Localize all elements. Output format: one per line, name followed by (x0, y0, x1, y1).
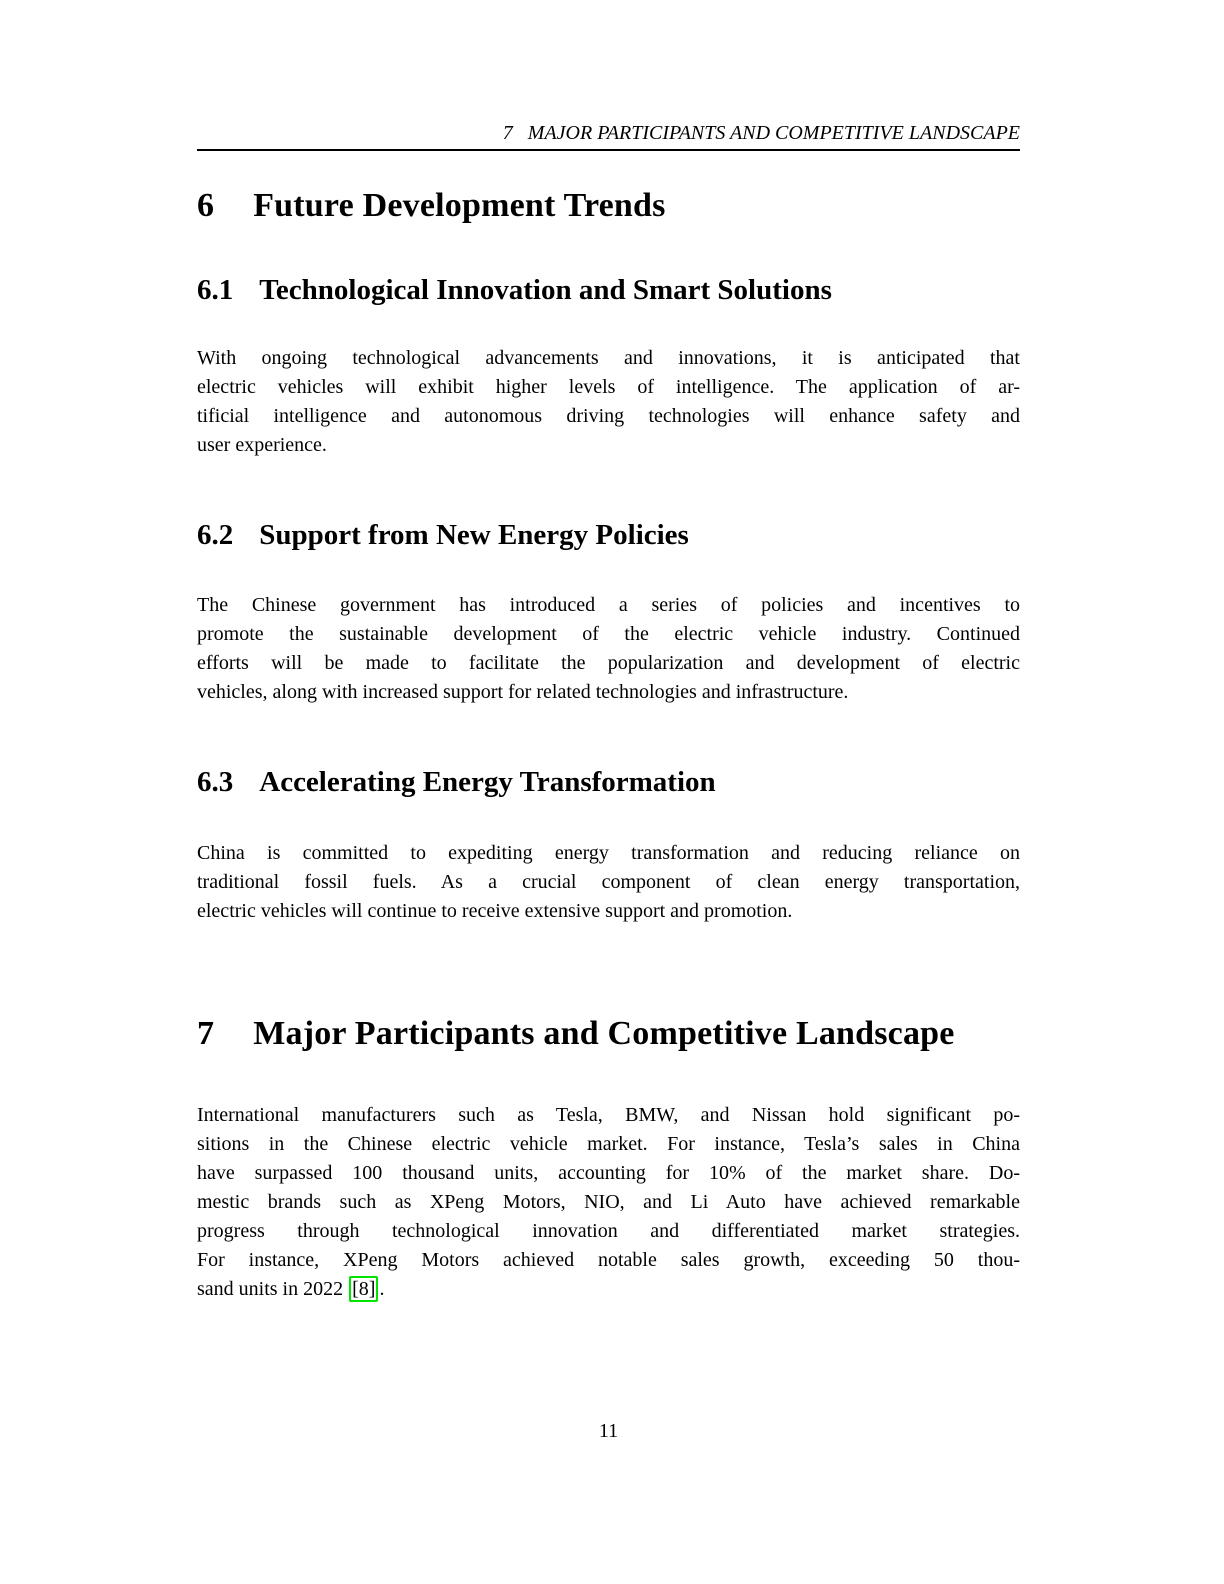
section-7-heading (197, 1014, 1020, 1054)
text-line: China is committed to expediting energy transformation and reducing reliance on (197, 842, 1020, 864)
text-line: have surpassed 100 thousand units, accounting for 10% of the market share. Do- (197, 1162, 1020, 1184)
subsection-6-1-number: 6.1 (197, 274, 234, 306)
subsection-6-3-number: 6.3 (197, 766, 234, 798)
subsection-6-1-title: Technological Innovation and Smart Solutions (259, 274, 832, 306)
subsection-6-2-title: Support from New Energy Policies (259, 519, 689, 551)
text-line: user experience. (197, 434, 327, 456)
section-6-number: 6 (197, 187, 215, 224)
text-line: vehicles, along with increased support for related technologies and infrastructure. (197, 681, 849, 703)
page-content (197, 0, 1020, 1584)
text-line: electric vehicles will continue to receive extensive support and promotion. (197, 900, 793, 922)
paragraph-6-3 (197, 839, 1020, 926)
section-7-number: 7 (197, 1015, 215, 1052)
paragraph-7-lines (197, 1101, 1020, 1275)
text-line: traditional fossil fuels. As a crucial component of clean energy transportation, (197, 871, 1020, 893)
paragraph-6-1 (197, 344, 1020, 460)
text-line: International manufacturers such as Tesla, BMW, and Nissan hold significant po- (197, 1104, 1020, 1126)
page-number: 11 (598, 1420, 619, 1442)
text-line: For instance, XPeng Motors achieved notable sales growth, exceeding 50 thou- (197, 1249, 1020, 1271)
running-header-section-number: 7 (502, 122, 513, 144)
last-line-suffix: . (379, 1278, 385, 1300)
citation-8-link[interactable]: [8] (349, 1276, 378, 1302)
section-6-title: Future Development Trends (253, 187, 666, 224)
running-header (197, 121, 1020, 151)
text-line: tificial intelligence and autonomous driving technologies will enhance safety and (197, 405, 1020, 427)
subsection-6-2-heading (197, 518, 1020, 553)
text-line: promote the sustainable development of the electric vehicle industry. Continued (197, 623, 1020, 645)
text-line: efforts will be made to facilitate the popularization and development of electric (197, 652, 1020, 674)
paragraph-7 (197, 1101, 1020, 1304)
paragraph-6-2 (197, 591, 1020, 707)
subsection-6-3-title: Accelerating Energy Transformation (259, 766, 716, 798)
section-6-heading (197, 186, 1020, 226)
last-line-prefix: sand units in 2022 (197, 1278, 349, 1300)
text-line: electric vehicles will exhibit higher levels of intelligence. The application of ar- (197, 376, 1020, 398)
text-line: mestic brands such as XPeng Motors, NIO, and Li Auto have achieved remarkable (197, 1191, 1020, 1213)
text-line: progress through technological innovation and differentiated market strategies. (197, 1220, 1020, 1242)
subsection-6-3-heading (197, 765, 1020, 800)
section-7-title: Major Participants and Competitive Landscape (253, 1015, 955, 1052)
text-line: With ongoing technological advancements and innovations, it is anticipated that (197, 347, 1020, 369)
text-line: sitions in the Chinese electric vehicle market. For instance, Tesla’s sales in China (197, 1133, 1020, 1155)
subsection-6-2-number: 6.2 (197, 519, 234, 551)
paragraph-7-last-line (197, 1275, 1020, 1304)
running-header-title: MAJOR PARTICIPANTS AND COMPETITIVE LANDSCAPE (527, 122, 1020, 144)
text-line: The Chinese government has introduced a series of policies and incentives to (197, 594, 1020, 616)
subsection-6-1-heading (197, 273, 1020, 308)
